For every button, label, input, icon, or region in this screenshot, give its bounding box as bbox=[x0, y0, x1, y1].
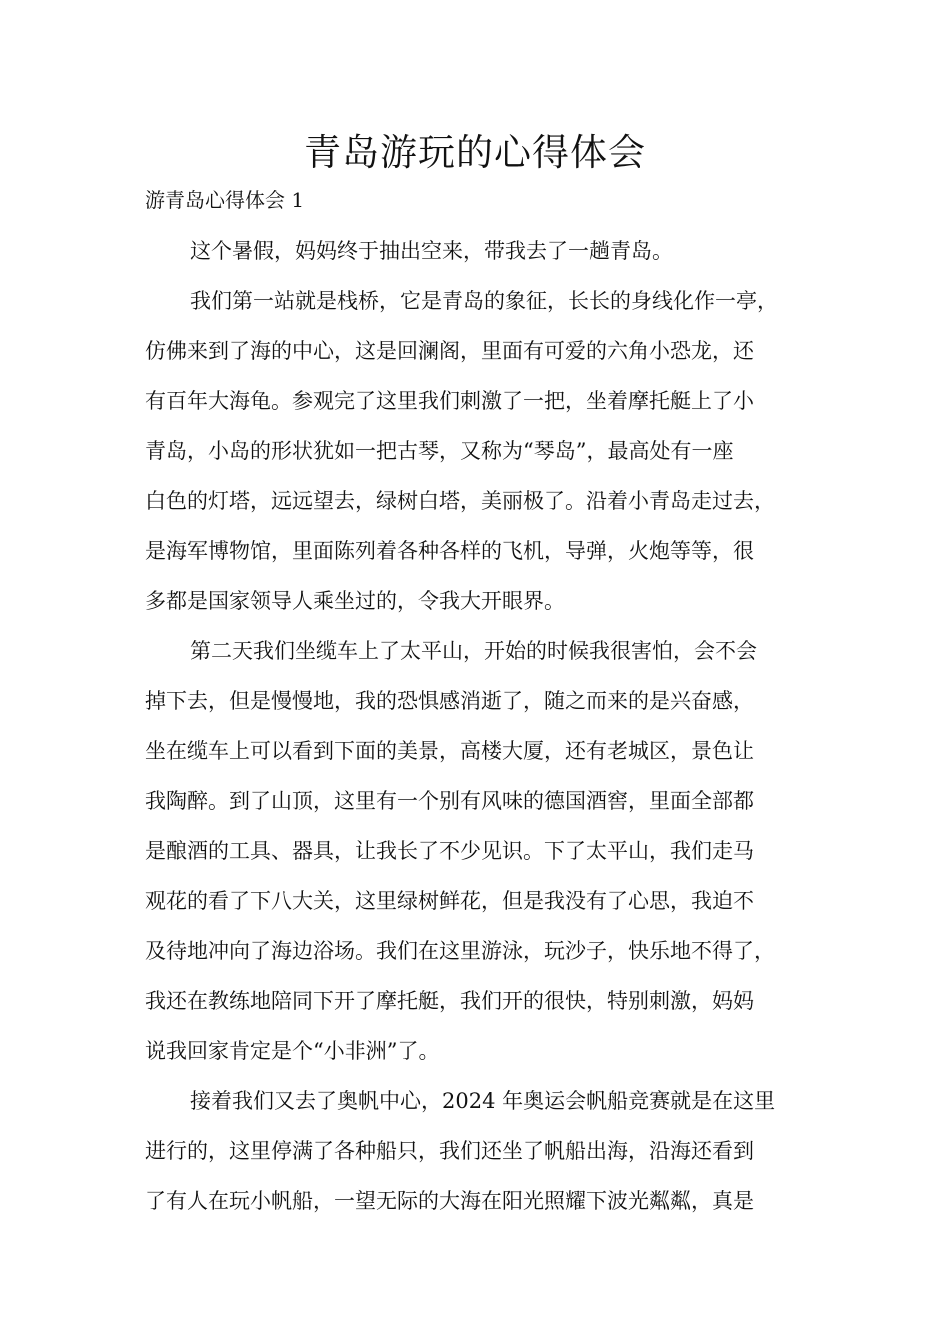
text-line: 观花的看了下八大关，这里绿树鲜花，但是我没有了心思，我迫不 bbox=[145, 889, 754, 913]
text-line: 我们第一站就是栈桥，它是青岛的象征，长长的身线化作一亭， bbox=[190, 289, 778, 313]
paragraph bbox=[145, 1076, 829, 1226]
document-subtitle: 游青岛心得体会 1 bbox=[145, 188, 305, 212]
document-title: 青岛游玩的心得体会 bbox=[304, 131, 646, 174]
paragraph bbox=[145, 626, 829, 1076]
text-line: 说我回家肯定是个“小非洲”了。 bbox=[145, 1039, 440, 1063]
text-line: 掉下去，但是慢慢地，我的恐惧感消逝了，随之而来的是兴奋感， bbox=[145, 689, 754, 713]
text-line: 是酿酒的工具、器具，让我长了不少见识。下了太平山，我们走马 bbox=[145, 839, 754, 863]
text-line: 了有人在玩小帆船，一望无际的大海在阳光照耀下波光粼粼，真是 bbox=[145, 1189, 754, 1213]
text-line: 这个暑假，妈妈终于抽出空来，带我去了一趟青岛。 bbox=[190, 239, 673, 263]
text-line: 进行的，这里停满了各种船只，我们还坐了帆船出海，沿海还看到 bbox=[145, 1139, 754, 1163]
text-line: 接着我们又去了奥帆中心，2024 年奥运会帆船竞赛就是在这里 bbox=[190, 1089, 776, 1113]
paragraph bbox=[145, 276, 829, 626]
text-line: 白色的灯塔，远远望去，绿树白塔，美丽极了。沿着小青岛走过去， bbox=[145, 489, 775, 513]
text-line: 仿佛来到了海的中心，这是回澜阁，里面有可爱的六角小恐龙，还 bbox=[145, 339, 754, 363]
text-line: 青岛，小岛的形状犹如一把古琴，又称为“琴岛”，最高处有一座 bbox=[145, 439, 734, 463]
paragraph bbox=[145, 226, 829, 276]
text-line: 我还在教练地陪同下开了摩托艇，我们开的很快，特别刺激，妈妈 bbox=[145, 989, 754, 1013]
text-line: 坐在缆车上可以看到下面的美景，高楼大厦，还有老城区，景色让 bbox=[145, 739, 754, 763]
document-body bbox=[145, 226, 829, 1226]
text-line: 是海军博物馆，里面陈列着各种各样的飞机，导弹，火炮等等，很 bbox=[145, 539, 754, 563]
text-line: 有百年大海龟。参观完了这里我们刺激了一把，坐着摩托艇上了小 bbox=[145, 389, 754, 413]
text-line: 我陶醉。到了山顶，这里有一个别有风味的德国酒窖，里面全部都 bbox=[145, 789, 754, 813]
text-line: 第二天我们坐缆车上了太平山，开始的时候我很害怕，会不会 bbox=[190, 639, 757, 663]
text-line: 多都是国家领导人乘坐过的，令我大开眼界。 bbox=[145, 589, 565, 613]
text-line: 及待地冲向了海边浴场。我们在这里游泳，玩沙子，快乐地不得了， bbox=[145, 939, 775, 963]
